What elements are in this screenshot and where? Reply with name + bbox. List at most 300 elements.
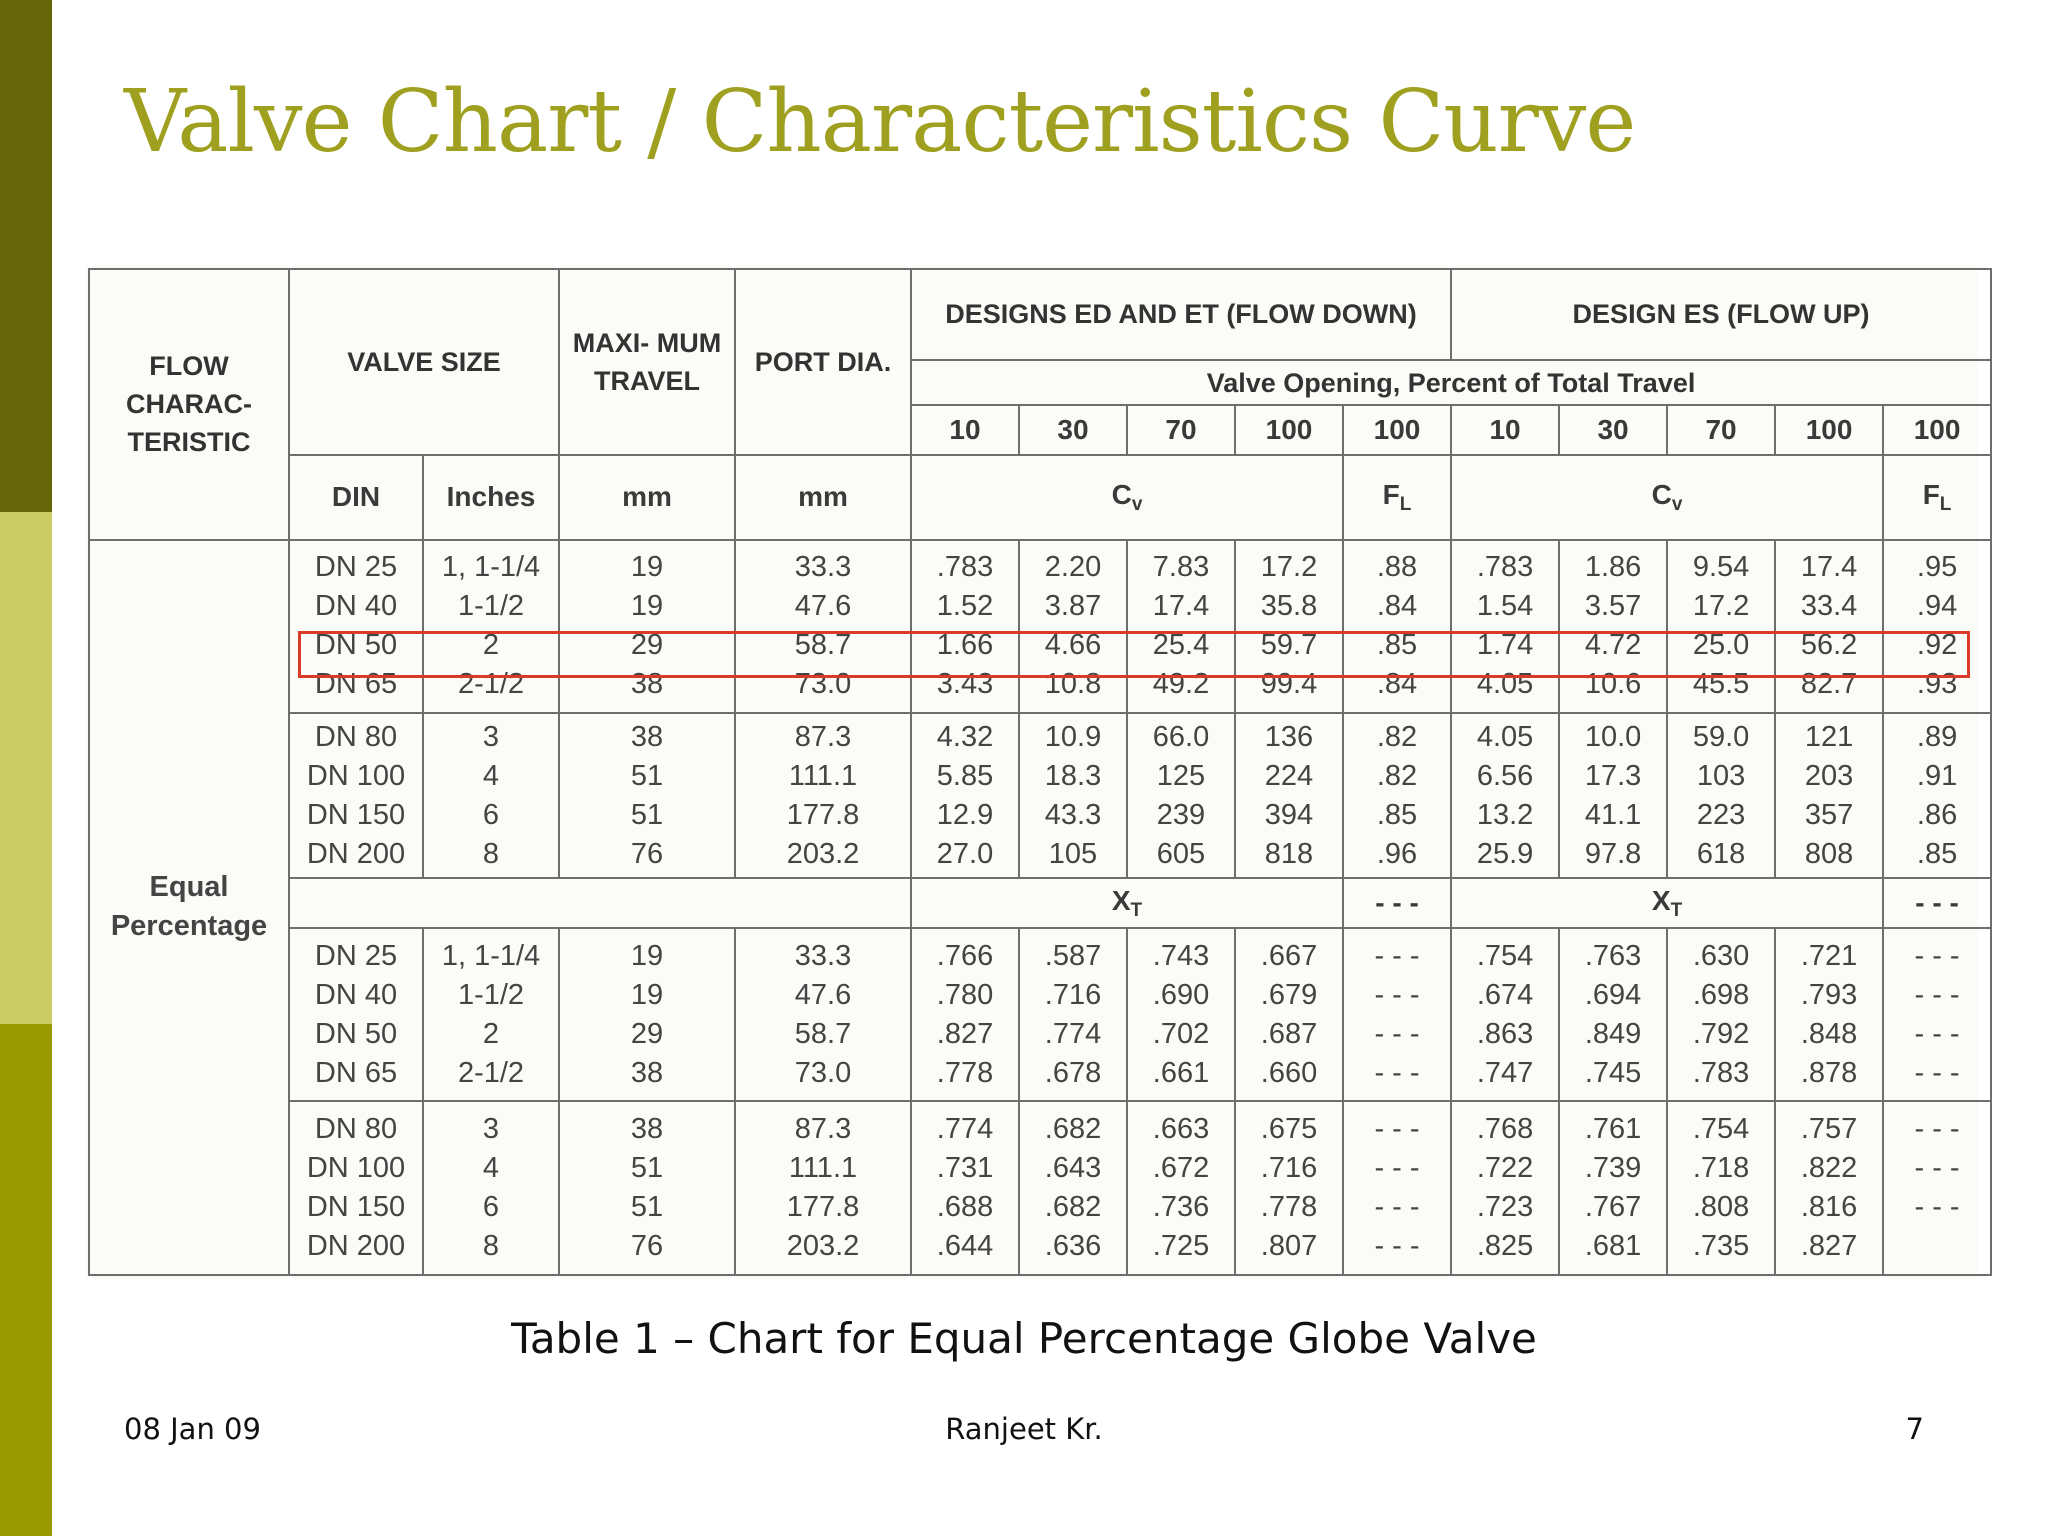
cell-value: DN 65 (314, 1056, 398, 1089)
cell-value: .721 (1800, 939, 1858, 972)
cell-value: 17.4 (1152, 590, 1210, 623)
cell-value: .82 (1376, 720, 1418, 753)
table-cell (1235, 1101, 1343, 1275)
table-cell (423, 540, 559, 714)
table-cell (1667, 713, 1775, 878)
table-cell (1019, 540, 1127, 714)
cell-value: .739 (1584, 1152, 1642, 1185)
cell-value: 5.85 (936, 759, 994, 792)
table-cell (559, 1101, 735, 1275)
cell-value: 1.54 (1476, 590, 1534, 623)
cell-value: 203 (1804, 759, 1854, 792)
cell-value: 76 (630, 1230, 664, 1263)
table-cell (1235, 928, 1343, 1102)
cell-value: - - - (1374, 1191, 1420, 1224)
cell-value: .807 (1260, 1230, 1318, 1263)
cell-value: .636 (1044, 1230, 1102, 1263)
cell-value: 203.2 (786, 837, 860, 870)
cell-value: 4 (482, 759, 500, 792)
cell-value: 47.6 (794, 590, 852, 623)
header-flow-characteristic: FLOW CHARAC- TERISTIC (89, 269, 289, 540)
cell-value: DN 80 (314, 720, 398, 753)
table-cell (1343, 540, 1451, 714)
cell-value: .849 (1584, 1017, 1642, 1050)
fl-symbol: F (1922, 478, 1940, 510)
cell-value: 6 (482, 1191, 500, 1224)
cell-value: 3.87 (1044, 590, 1102, 623)
cv-label-ed (911, 455, 1343, 540)
cell-value: .827 (1800, 1230, 1858, 1263)
cell-value: .94 (1916, 590, 1958, 623)
cell-value: DN 100 (306, 759, 406, 792)
cell-value: 51 (630, 1152, 664, 1185)
cell-value: .84 (1376, 590, 1418, 623)
cell-value: .778 (1260, 1191, 1318, 1224)
cell-value: 18.3 (1044, 759, 1102, 792)
slide-title: Valve Chart / Characteristics Curve (124, 72, 1636, 172)
cell-value: 203.2 (786, 1230, 860, 1263)
table-cell (1883, 713, 1991, 878)
side-band-bottom (0, 1024, 52, 1536)
table-cell (1343, 928, 1451, 1102)
cell-value: DN 200 (306, 837, 406, 870)
cell-value: 87.3 (794, 1113, 852, 1146)
cell-value: - - - (1374, 978, 1420, 1011)
table-cell (1019, 713, 1127, 878)
cell-value: 3.57 (1584, 590, 1642, 623)
header-design-ed-et: DESIGNS ED AND ET (FLOW DOWN) (911, 269, 1451, 360)
cell-value: .674 (1476, 978, 1534, 1011)
opening-percent-header: 100 (1235, 405, 1343, 455)
cell-value: .86 (1916, 798, 1958, 831)
table-cell (911, 540, 1019, 714)
header-port-dia: PORT DIA. (735, 269, 911, 455)
unit-din: DIN (289, 455, 423, 540)
fl-symbol: F (1382, 478, 1400, 510)
table-cell (559, 928, 735, 1102)
cell-value: 103 (1696, 759, 1746, 792)
cell-value: .808 (1692, 1191, 1750, 1224)
cell-value: 19 (630, 939, 664, 972)
cell-value: 82.7 (1800, 668, 1858, 701)
cell-value: 13.2 (1476, 798, 1534, 831)
cell-value: DN 150 (306, 798, 406, 831)
table-cell (1667, 540, 1775, 714)
cell-value: 38 (630, 720, 664, 753)
cell-value: 8 (482, 1230, 500, 1263)
cell-value: 41.1 (1584, 798, 1642, 831)
table-cell (1019, 928, 1127, 1102)
cell-value: 10.6 (1584, 668, 1642, 701)
table-cell (911, 713, 1019, 878)
unit-inches: Inches (423, 455, 559, 540)
cell-value: .743 (1152, 939, 1210, 972)
cell-value: 4.32 (936, 720, 994, 753)
cell-value: 35.8 (1260, 590, 1318, 623)
cell-value: 51 (630, 798, 664, 831)
cell-value: 2-1/2 (457, 1056, 525, 1089)
fl-subscript: L (1399, 493, 1412, 515)
cell-value: DN 200 (306, 1230, 406, 1263)
cell-value: .85 (1916, 837, 1958, 870)
cell-value: .716 (1260, 1152, 1318, 1185)
cell-value: DN 40 (314, 590, 398, 623)
xt-label-row (89, 878, 1991, 928)
cell-value: 25.9 (1476, 837, 1534, 870)
cell-value: .792 (1692, 1017, 1750, 1050)
dashes-ed: - - - (1343, 878, 1451, 928)
cell-value: 105 (1048, 837, 1098, 870)
cell-value: 1.66 (936, 629, 994, 662)
cell-value: .778 (936, 1056, 994, 1089)
unit-travel-mm: mm (559, 455, 735, 540)
table-cell (735, 713, 911, 878)
table-cell (1775, 540, 1883, 714)
table-caption: Table 1 – Chart for Equal Percentage Globe Valve (511, 1314, 1537, 1363)
cell-value: 2.20 (1044, 551, 1102, 584)
cell-value: 8 (482, 837, 500, 870)
cell-value: DN 80 (314, 1113, 398, 1146)
cell-value: .667 (1260, 939, 1318, 972)
cell-value: - - - (1914, 1017, 1960, 1050)
cell-value: .783 (936, 551, 994, 584)
cell-value: 10.9 (1044, 720, 1102, 753)
cell-value: .827 (936, 1017, 994, 1050)
cell-value: 27.0 (936, 837, 994, 870)
cell-value: 29 (630, 1017, 664, 1050)
cell-value: DN 65 (314, 668, 398, 701)
cell-value: .95 (1916, 551, 1958, 584)
cell-value: DN 40 (314, 978, 398, 1011)
cell-value: 618 (1696, 837, 1746, 870)
cell-value: 56.2 (1800, 629, 1858, 662)
cell-value: .761 (1584, 1113, 1642, 1146)
cell-value: 59.7 (1260, 629, 1318, 662)
table-cell (1451, 540, 1559, 714)
cell-value: .863 (1476, 1017, 1534, 1050)
cell-value: .780 (936, 978, 994, 1011)
table-cell (1883, 928, 1991, 1102)
cell-value: 357 (1804, 798, 1854, 831)
cell-value: 49.2 (1152, 668, 1210, 701)
cell-value: 47.6 (794, 978, 852, 1011)
opening-percent-header: 100 (1883, 405, 1991, 455)
cell-value: .96 (1376, 837, 1418, 870)
cell-value: .694 (1584, 978, 1642, 1011)
cell-value: .722 (1476, 1152, 1534, 1185)
cell-value: 33.3 (794, 939, 852, 972)
table-cell (1451, 1101, 1559, 1275)
cell-value: .88 (1376, 551, 1418, 584)
cell-value: DN 50 (314, 629, 398, 662)
table-row-group (89, 928, 1991, 1102)
cell-value: .675 (1260, 1113, 1318, 1146)
table-cell (1235, 713, 1343, 878)
cell-value: 19 (630, 551, 664, 584)
cell-value: .643 (1044, 1152, 1102, 1185)
cell-value: .763 (1584, 939, 1642, 972)
table-cell (559, 713, 735, 878)
opening-percent-header: 100 (1775, 405, 1883, 455)
table-cell (1343, 713, 1451, 878)
fl-label-es (1883, 455, 1991, 540)
cell-value: 605 (1156, 837, 1206, 870)
cell-value: .678 (1044, 1056, 1102, 1089)
cell-value: 808 (1804, 837, 1854, 870)
cell-value: 4.72 (1584, 629, 1642, 662)
cell-value: 33.4 (1800, 590, 1858, 623)
cell-value: .89 (1916, 720, 1958, 753)
table-cell (1127, 713, 1235, 878)
table-cell (1559, 540, 1667, 714)
cell-value: 51 (630, 1191, 664, 1224)
cell-value: - - - (1374, 1113, 1420, 1146)
cell-value: .687 (1260, 1017, 1318, 1050)
cell-value: - - - (1914, 939, 1960, 972)
cell-value: .783 (1692, 1056, 1750, 1089)
table-cell (1451, 713, 1559, 878)
table-cell (423, 713, 559, 878)
cell-value: 17.3 (1584, 759, 1642, 792)
cell-value: - - - (1374, 1017, 1420, 1050)
cell-value: 25.0 (1692, 629, 1750, 662)
cell-value: .682 (1044, 1191, 1102, 1224)
cell-value: - - - (1374, 1056, 1420, 1089)
cell-value: .731 (936, 1152, 994, 1185)
table-cell (1559, 928, 1667, 1102)
cell-value: .825 (1476, 1230, 1534, 1263)
opening-percent-header: 70 (1667, 405, 1775, 455)
cell-value: 121 (1804, 720, 1854, 753)
cell-value: .822 (1800, 1152, 1858, 1185)
footer-author: Ranjeet Kr. (945, 1412, 1103, 1446)
cell-value: .85 (1376, 629, 1418, 662)
cell-value: 2 (482, 629, 500, 662)
cell-value: .702 (1152, 1017, 1210, 1050)
table-row-group (89, 1101, 1991, 1275)
table-cell (289, 1101, 423, 1275)
cell-value: 111.1 (788, 759, 858, 792)
table-cell (289, 713, 423, 878)
cell-value: .644 (936, 1230, 994, 1263)
cell-value: .735 (1692, 1230, 1750, 1263)
cell-value: .736 (1152, 1191, 1210, 1224)
cell-value: 99.4 (1260, 668, 1318, 701)
side-band-middle (0, 512, 52, 1024)
cell-value: 73.0 (794, 668, 852, 701)
cell-value: .767 (1584, 1191, 1642, 1224)
cell-value: .768 (1476, 1113, 1534, 1146)
cell-value: 3 (482, 720, 500, 753)
cell-value: 6 (482, 798, 500, 831)
cell-value: 43.3 (1044, 798, 1102, 831)
cell-value: .783 (1476, 551, 1534, 584)
xt-symbol: X (1111, 884, 1131, 916)
header-valve-size: VALVE SIZE (289, 269, 559, 455)
xt-label-ed (911, 878, 1343, 928)
cell-value: 97.8 (1584, 837, 1642, 870)
cell-value: .747 (1476, 1056, 1534, 1089)
cv-subscript: v (1131, 493, 1143, 515)
cell-value: .587 (1044, 939, 1102, 972)
cell-value: .82 (1376, 759, 1418, 792)
cell-value: .816 (1800, 1191, 1858, 1224)
cell-value: .878 (1800, 1056, 1858, 1089)
cell-value: 239 (1156, 798, 1206, 831)
cell-value: 38 (630, 1056, 664, 1089)
table-cell (1127, 540, 1235, 714)
cell-value: - - - (1374, 939, 1420, 972)
cell-value: .682 (1044, 1113, 1102, 1146)
cell-value: .718 (1692, 1152, 1750, 1185)
table-cell (735, 1101, 911, 1275)
table-cell (1775, 1101, 1883, 1275)
cell-value: .630 (1692, 939, 1750, 972)
cell-value: 2-1/2 (457, 668, 525, 701)
cell-value: 45.5 (1692, 668, 1750, 701)
cell-value: 17.2 (1260, 551, 1318, 584)
cell-value: 87.3 (794, 720, 852, 753)
xt-subscript: T (1130, 899, 1143, 921)
cell-value: - - - (1914, 1191, 1960, 1224)
cell-value: 17.2 (1692, 590, 1750, 623)
cell-value: - - - (1914, 1113, 1960, 1146)
cell-value: .690 (1152, 978, 1210, 1011)
table-cell (423, 928, 559, 1102)
cell-value: .848 (1800, 1017, 1858, 1050)
cell-value: 223 (1696, 798, 1746, 831)
cell-value: 76 (630, 837, 664, 870)
valve-table (88, 268, 1992, 1276)
cell-value: 9.54 (1692, 551, 1750, 584)
cell-value: 394 (1264, 798, 1314, 831)
cell-value: .757 (1800, 1113, 1858, 1146)
cell-value: .766 (936, 939, 994, 972)
cv-symbol: C (1111, 478, 1132, 510)
cell-value: .661 (1152, 1056, 1210, 1089)
cell-value: 58.7 (794, 1017, 852, 1050)
table-cell (911, 1101, 1019, 1275)
xt-symbol: X (1651, 884, 1671, 916)
cell-value: 19 (630, 590, 664, 623)
cell-value: - - - (1914, 978, 1960, 1011)
cell-value: 1.74 (1476, 629, 1534, 662)
cell-value: 818 (1264, 837, 1314, 870)
fl-subscript: L (1939, 493, 1952, 515)
cell-value: DN 50 (314, 1017, 398, 1050)
valve-table-body (89, 269, 1991, 1275)
cell-value: 19 (630, 978, 664, 1011)
cell-value: .688 (936, 1191, 994, 1224)
cell-value: 1-1/2 (457, 978, 525, 1011)
cell-value: 3.43 (936, 668, 994, 701)
cell-value: .84 (1376, 668, 1418, 701)
cv-subscript: v (1671, 493, 1683, 515)
table-cell (1451, 928, 1559, 1102)
cell-value: 111.1 (788, 1152, 858, 1185)
table-cell (1127, 928, 1235, 1102)
cell-value: .698 (1692, 978, 1750, 1011)
cell-value (1884, 1227, 1990, 1266)
cell-value: DN 150 (306, 1191, 406, 1224)
cell-value: - - - (1374, 1152, 1420, 1185)
cell-value: .754 (1692, 1113, 1750, 1146)
cell-value: 136 (1264, 720, 1314, 753)
table-cell (735, 928, 911, 1102)
cell-value: .716 (1044, 978, 1102, 1011)
cell-value: 58.7 (794, 629, 852, 662)
cell-value: 10.0 (1584, 720, 1642, 753)
cell-value: 1.86 (1584, 551, 1642, 584)
cell-value: 38 (630, 1113, 664, 1146)
cell-value: 224 (1264, 759, 1314, 792)
unit-port-mm: mm (735, 455, 911, 540)
cell-value: 3 (482, 1113, 500, 1146)
opening-percent-header: 30 (1559, 405, 1667, 455)
opening-percent-header: 30 (1019, 405, 1127, 455)
cell-value: 66.0 (1152, 720, 1210, 753)
table-cell (289, 928, 423, 1102)
table-cell (1667, 1101, 1775, 1275)
cell-value: 1.52 (936, 590, 994, 623)
table-row-group (89, 713, 1991, 878)
cell-value: .723 (1476, 1191, 1534, 1224)
opening-percent-header: 10 (911, 405, 1019, 455)
cell-value: .754 (1476, 939, 1534, 972)
table-row-group (89, 540, 1991, 714)
cell-value: .93 (1916, 668, 1958, 701)
cell-value: 2 (482, 1017, 500, 1050)
cell-value: 33.3 (794, 551, 852, 584)
cell-value: 51 (630, 759, 664, 792)
cell-value: 59.0 (1692, 720, 1750, 753)
xt-subscript: T (1670, 899, 1683, 921)
cell-value: - - - (1914, 1056, 1960, 1089)
highlight-dn50-row (298, 631, 1970, 678)
cell-value: .793 (1800, 978, 1858, 1011)
header-design-es: DESIGN ES (FLOW UP) (1451, 269, 1991, 360)
cell-value: 17.4 (1800, 551, 1858, 584)
table-cell (289, 540, 423, 714)
flow-characteristic-label: Equal Percentage (89, 540, 289, 1275)
dashes-es: - - - (1883, 878, 1991, 928)
table-cell (1235, 540, 1343, 714)
cell-value: 29 (630, 629, 664, 662)
cell-value: .660 (1260, 1056, 1318, 1089)
cell-value: 1, 1-1/4 (441, 551, 541, 584)
cell-value: 25.4 (1152, 629, 1210, 662)
header-valve-opening: Valve Opening, Percent of Total Travel (911, 360, 1991, 405)
fl-label-ed (1343, 455, 1451, 540)
cell-value: 4.05 (1476, 720, 1534, 753)
cell-value: 73.0 (794, 1056, 852, 1089)
table-cell (1127, 1101, 1235, 1275)
cell-value: 38 (630, 668, 664, 701)
cell-value: .774 (1044, 1017, 1102, 1050)
table-cell (1883, 1101, 1991, 1275)
table-cell (423, 1101, 559, 1275)
cell-value: .672 (1152, 1152, 1210, 1185)
table-cell (1019, 1101, 1127, 1275)
cell-value: 12.9 (936, 798, 994, 831)
cell-value: - - - (1914, 1152, 1960, 1185)
table-cell (559, 540, 735, 714)
cv-symbol: C (1651, 478, 1672, 510)
footer-date: 08 Jan 09 (124, 1412, 261, 1446)
footer-page-number: 7 (1905, 1412, 1924, 1446)
table-cell (735, 540, 911, 714)
side-band-top (0, 0, 52, 512)
